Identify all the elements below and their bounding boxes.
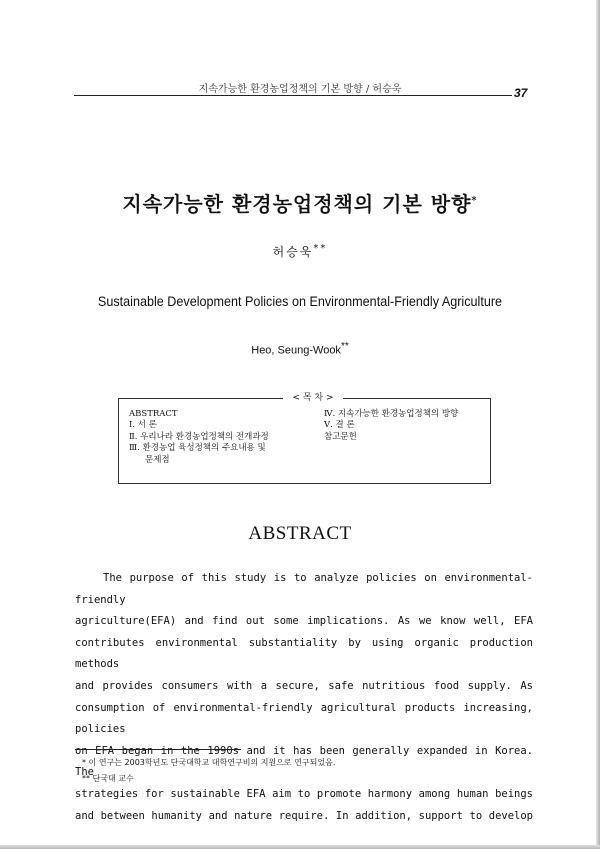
toc-item-continued: 문제점: [145, 454, 170, 465]
abstract-line: and between humanity and nature require. In addition, support to develop: [75, 809, 533, 822]
abstract-line: The purpose of this study is to analyze policies on environmental-friendly: [75, 572, 533, 606]
abstract-line: on EFA began in the 1990s and it has been generally expanded in Korea. The: [75, 744, 533, 779]
abstract-body: [75, 568, 533, 827]
toc-item: 참고문헌: [324, 431, 357, 442]
author-en-text: Heo, Seung-Wook: [251, 344, 341, 357]
toc-item: Ⅳ. 지속가능한 환경농업정책의 방향: [324, 409, 459, 419]
header-rule: [74, 95, 512, 96]
author-ko-footnote-mark: **: [313, 243, 328, 254]
paper-title-english: Sustainable Development Policies on Environmental-Friendly Agriculture: [97, 293, 503, 309]
toc-item: Ⅰ. 서 론: [129, 420, 157, 431]
abstract-line: consumption of environmental-friendly agricultural products increasing, policies: [75, 701, 533, 736]
footnote-rule: [75, 749, 241, 750]
page-edge-bottom: [0, 845, 600, 849]
abstract-line: agriculture(EFA) and find out some implications. As we know well, EFA: [75, 615, 533, 628]
toc-left-column: [129, 409, 314, 466]
toc-title: < 목 차 >: [283, 391, 343, 405]
author-ko-text: 허승욱: [272, 245, 314, 259]
page-edge: [596, 0, 600, 849]
footnote-funding: * 이 연구는 2003학년도 단국대학교 대학연구비의 지원으로 연구되었음.: [82, 758, 336, 767]
author-en-footnote-mark: **: [340, 341, 349, 352]
toc-item: Ⅲ. 환경농업 육성정책의 주요내용 및: [129, 443, 266, 454]
paper-title-korean: [0, 188, 600, 217]
footnote-affiliation: ** 단국대 교수: [82, 774, 134, 783]
author-korean: [0, 243, 600, 260]
abstract-line: strategies for sustainable EFA aim to promote harmony among human beings: [75, 787, 533, 800]
title-ko-text: 지속가능한 환경농업정책의 기본 방향: [122, 192, 472, 216]
toc-item: Ⅱ. 우리나라 환경농업정책의 전개과정: [129, 431, 269, 442]
toc-item: ABSTRACT: [129, 409, 178, 419]
title-footnote-mark: *: [471, 195, 478, 207]
running-header: 지속가능한 환경농업정책의 기본 방향 / 허승욱: [198, 84, 402, 95]
toc-item: Ⅴ. 결 론: [324, 420, 355, 431]
abstract-heading: ABSTRACT: [248, 523, 352, 544]
abstract-line: contributes environmental substantiality by using organic production methods: [75, 636, 533, 671]
abstract-line: and provides consumers with a secure, safe nutritious food supply. As: [75, 679, 533, 692]
page-number: 37: [514, 86, 528, 100]
toc-right-column: [324, 409, 489, 443]
table-of-contents: [118, 393, 491, 484]
author-english: [0, 341, 600, 357]
